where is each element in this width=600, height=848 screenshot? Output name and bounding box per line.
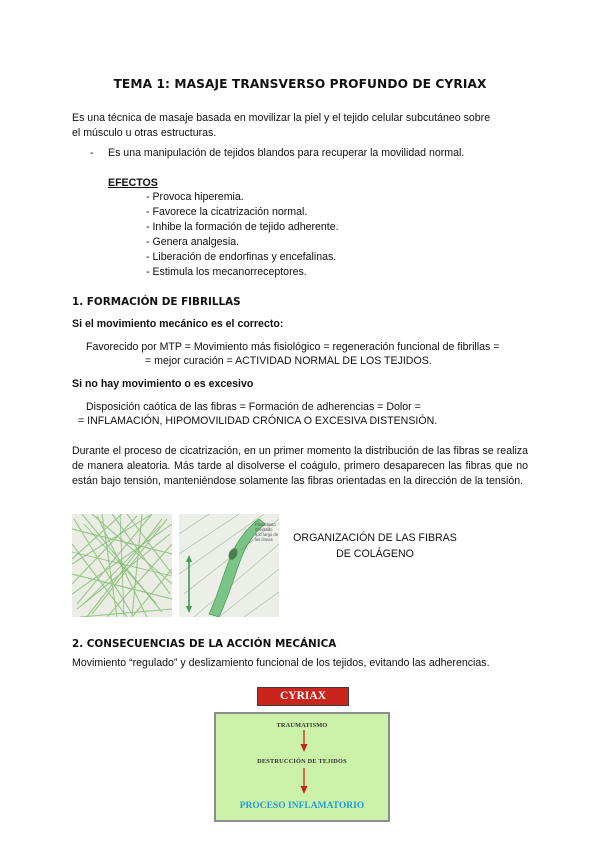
correct-movement-line-1: Favorecido por MTP = Movimiento más fisiológico = regeneración funcional de fibrillas = [86, 341, 500, 353]
diagram-step-traumatismo: TRAUMATISMO [276, 722, 328, 729]
intro-line-2: el músculo u otras estructuras. [72, 127, 217, 139]
random-fibers-illustration [72, 514, 172, 617]
intro-bullet: Es una manipulación de tejidos blandos para recuperar la movilidad normal. [108, 147, 465, 159]
arrow-down-icon [300, 730, 308, 752]
correct-movement-line-2: = mejor curación = ACTIVIDAD NORMAL DE LOS TEJIDOS. [145, 355, 432, 367]
page-title: TEMA 1: MASAJE TRANSVERSO PROFUNDO DE CYRIAX [113, 77, 487, 91]
no-movement-line-1: Disposición caótica de las fibras = Formación de adherencias = Dolor = [86, 401, 421, 413]
figure-caption-line-2: DE COLÁGENO [336, 548, 414, 560]
efectos-item: - Inhibe la formación de tejido adherente. [146, 220, 339, 233]
efectos-item: - Provoca hiperemia. [146, 191, 244, 203]
random-fibers-image [72, 514, 172, 617]
intro-line-1: Es una técnica de masaje basada en movilizar la piel y el tejido celular subcutáneo sobre [72, 112, 491, 124]
oriented-fibers-image [179, 514, 279, 617]
efectos-item: - Liberación de endorfinas y encefalinas. [146, 250, 337, 263]
correct-movement-subheading: Si el movimiento mecánico es el correcto: [72, 318, 284, 330]
no-movement-line-2: = INFLAMACIÓN, HIPOMOVILIDAD CRÓNICA O EXCESIVA DISTENSIÓN. [78, 415, 438, 427]
fibroblast-label-line-1: Fibroblasto orientado [255, 522, 276, 532]
figure-caption-line-1: ORGANIZACIÓN DE LAS FIBRAS [293, 532, 457, 544]
no-movement-subheading: Si no hay movimiento o es excesivo [72, 378, 254, 390]
efectos-list [146, 190, 339, 279]
arrow-down-icon [300, 768, 308, 794]
efectos-item: - Favorece la cicatrización normal. [146, 205, 308, 218]
diagram-step-destruccion: DESTRUCCIÓN DE TEJIDOS [257, 758, 347, 765]
intro-paragraph [72, 111, 532, 141]
intro-bullet-marker: - [90, 147, 94, 159]
efectos-item: - Estimula los mecanorreceptores. [146, 265, 307, 278]
cyriax-diagram [214, 712, 390, 822]
efectos-heading: EFECTOS [108, 177, 158, 189]
section-2-paragraph: Movimiento “regulado” y deslizamiento funcional de los tejidos, evitando las adherencias. [72, 657, 490, 669]
fibroblast-label [255, 522, 283, 542]
fibroblast-label-line-2: a lo largo de las líneas [255, 532, 279, 542]
efectos-item: - Genera analgesia. [146, 235, 240, 248]
cyriax-diagram-title: CYRIAX [257, 687, 349, 706]
figure-caption [285, 530, 465, 562]
cicatrizacion-paragraph: Durante el proceso de cicatrización, en un primer momento la distribución de las fibras se realiza de manera aleatoria. Más tarde al disolverse el coágulo, primero desaparecen las fibras que no están bajo tensión, manteniéndose solamente las fibras orientadas en la dirección de la tensión. [72, 445, 528, 487]
section-2-heading: 2. CONSECUENCIAS DE LA ACCIÓN MECÁNICA [72, 638, 337, 650]
section-1-heading: 1. FORMACIÓN DE FIBRILLAS [72, 296, 241, 308]
diagram-step-proceso-inflamatorio: PROCESO INFLAMATORIO [239, 801, 365, 811]
